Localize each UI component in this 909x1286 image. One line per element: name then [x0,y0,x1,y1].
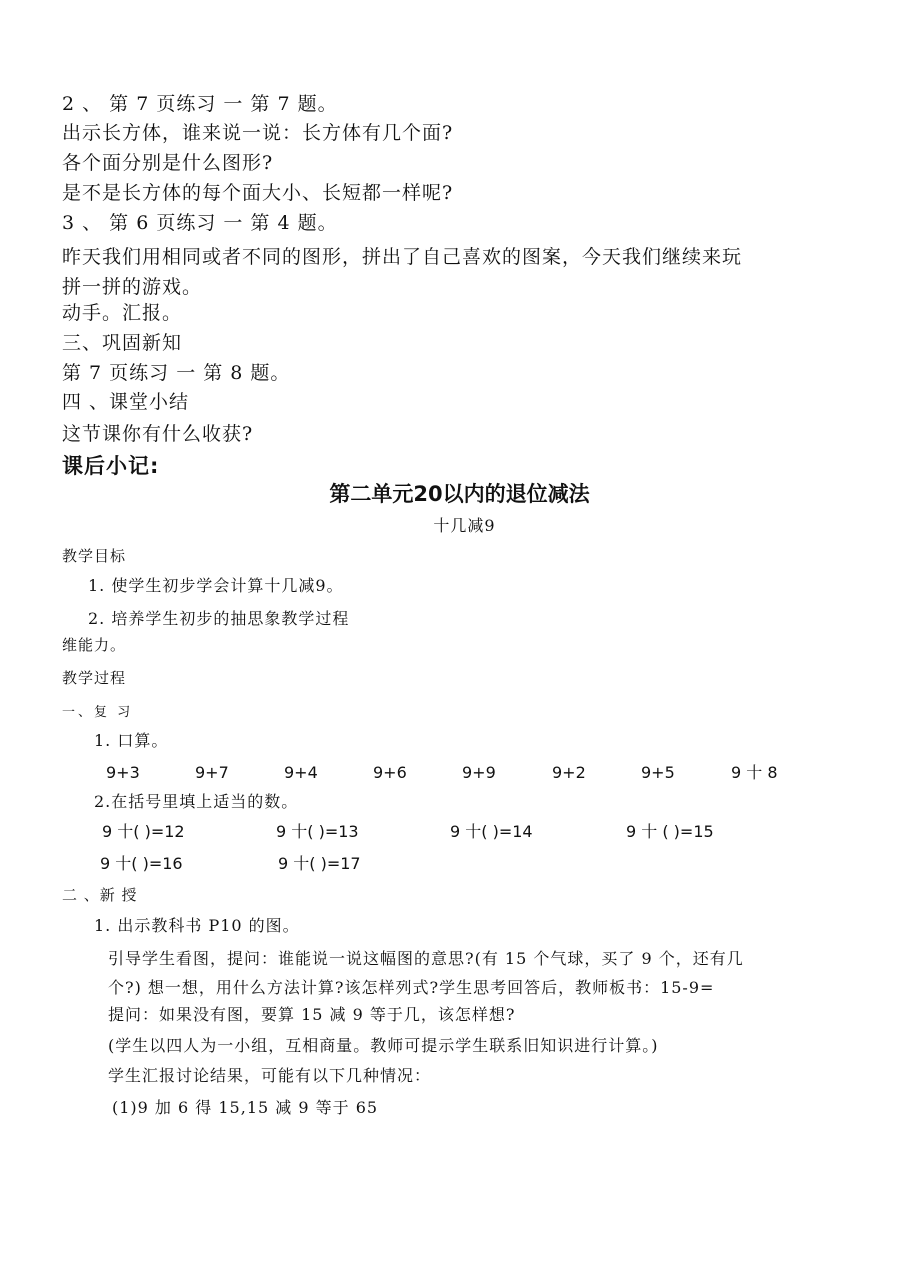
section-heading: 一、复 习 [62,705,134,720]
fill-item: 9 十( )=14 [450,822,533,841]
oral-item: 9 十 8 [731,763,778,782]
fill-item: 9 十( )=16 [100,854,183,873]
fill-item: 9 十( )=13 [276,822,359,841]
section-heading: 四 、课堂小结 [62,391,190,413]
oral-item: 9+3 [106,763,140,782]
page-title: 第二单元20以内的退位减法 [329,482,590,506]
lesson-subtitle: 十几减9 [433,516,496,535]
text-line: 2 、 第 7 页练习 一 第 7 题。 [62,93,338,115]
oral-item: 9+6 [373,763,407,782]
text-line: 3 、 第 6 页练习 一 第 4 题。 [62,212,338,234]
text-line: 学生汇报讨论结果，可能有以下几种情况： [108,1066,432,1085]
text-line: 个?) 想一想，用什么方法计算?该怎样列式?学生思考回答后，教师板书：15-9= [108,978,715,997]
oral-item: 9+7 [195,763,229,782]
text-line: 1. 口算。 [94,731,169,750]
text-line: 各个面分别是什么图形? [62,152,274,174]
notes-heading: 课后小记: [62,454,160,478]
text-line: 1. 使学生初步学会计算十几减9。 [88,576,344,595]
oral-item: 9+5 [641,763,675,782]
fill-item: 9 十 ( )=15 [626,822,714,841]
text-line: 昨天我们用相同或者不同的图形，拼出了自己喜欢的图案，今天我们继续来玩 [62,246,743,268]
text-line: 是不是长方体的每个面大小、长短都一样呢? [62,182,454,204]
text-line: 维能力。 [62,636,127,654]
section-heading: 教学目标 [62,547,127,565]
section-heading: 三、巩固新知 [62,332,183,354]
oral-item: 9+4 [284,763,318,782]
oral-item: 9+9 [462,763,496,782]
text-line: 2. 培养学生初步的抽思象教学过程 [88,609,350,628]
section-heading: 教学过程 [62,669,127,687]
fill-item: 9 十( )=12 [102,822,185,841]
section-heading: 二 、新 授 [62,886,138,904]
fill-item: 9 十( )=17 [278,854,361,873]
text-line: 1. 出示教科书 P10 的图。 [94,916,300,935]
text-line: 动手。汇报。 [62,302,183,324]
text-line: 出示长方体，谁来说一说：长方体有几个面? [62,122,454,144]
text-line: (1)9 加 6 得 15,15 减 9 等于 65 [112,1098,379,1117]
text-line: 第 7 页练习 一 第 8 题。 [62,362,291,384]
text-line: 拼一拼的游戏。 [62,276,203,298]
text-line: 提问：如果没有图，要算 15 减 9 等于几，该怎样想? [108,1005,516,1024]
oral-item: 9+2 [552,763,586,782]
text-line: 这节课你有什么收获? [62,423,254,445]
text-line: (学生以四人为一小组，互相商量。教师可提示学生联系旧知识进行计算。) [108,1036,659,1055]
text-line: 2.在括号里填上适当的数。 [94,792,299,811]
text-line: 引导学生看图，提问：谁能说一说这幅图的意思?(有 15 个气球，买了 9 个，还有几 [108,949,744,968]
